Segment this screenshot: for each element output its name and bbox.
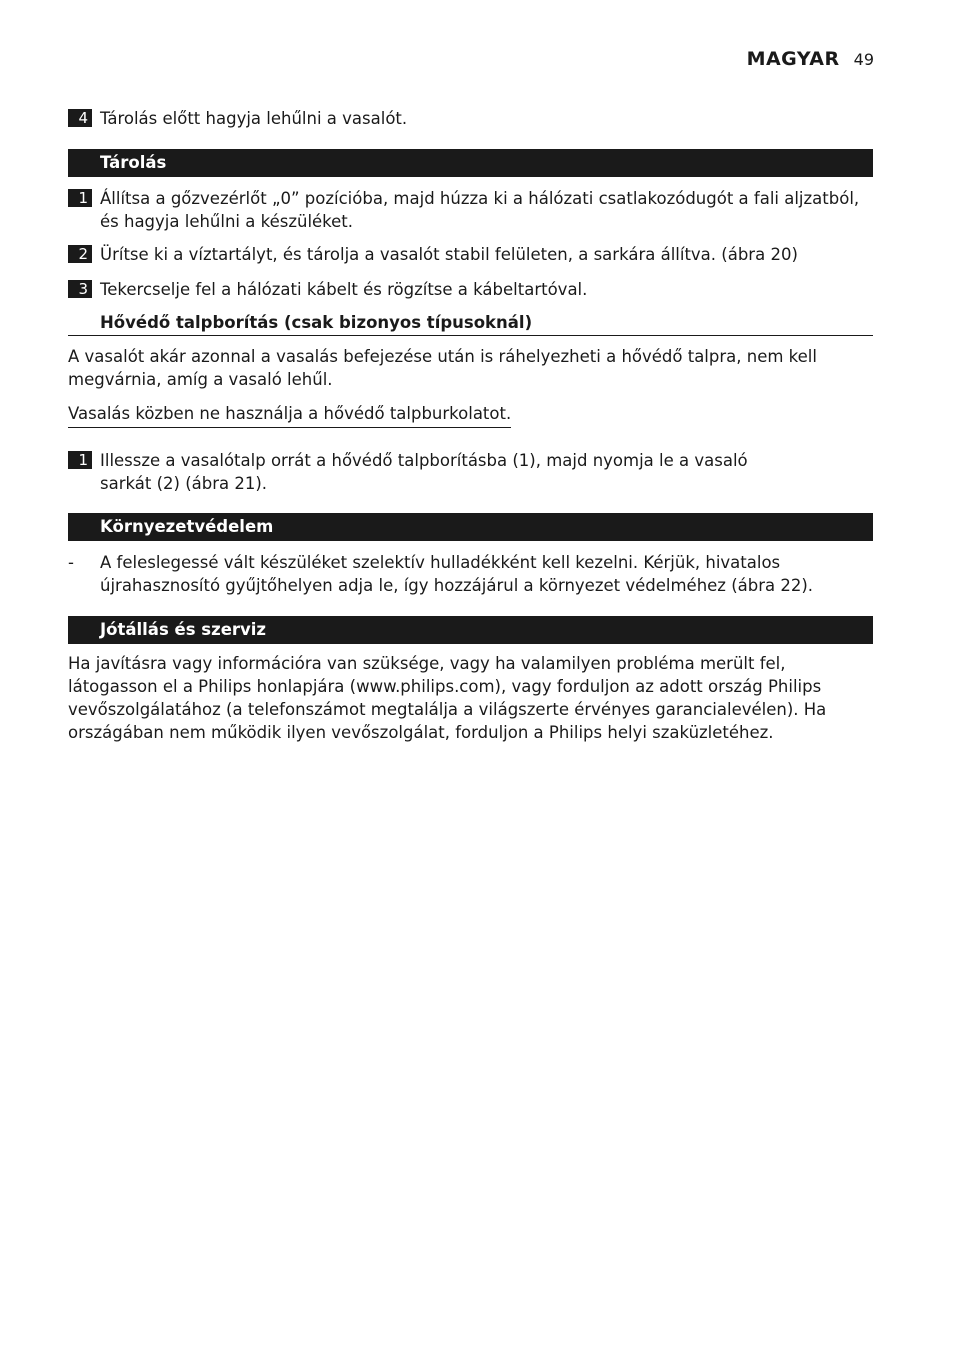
section-title-environment: Környezetvédelem (68, 513, 873, 541)
heat-cover-warning-wrap (68, 402, 873, 428)
section-title-warranty: Jótállás és szerviz (68, 616, 873, 644)
step-text: Illessze a vasalótalp orrát a hővédő talpborításba (1), majd nyomja le a vasaló sarkát (2) (ábra 21). (100, 451, 748, 493)
subsection-title-heat-cover: Hővédő talpborítás (csak bizonyos típusoknál) (68, 311, 873, 336)
page-number: 49 (853, 50, 874, 69)
step-4-before-storage (68, 107, 873, 130)
section-title-storage: Tárolás (68, 149, 873, 177)
storage-step-1 (68, 187, 873, 233)
heat-cover-warning: Vasalás közben ne használja a hővédő talpburkolatot. (68, 402, 511, 428)
warranty-text: Ha javításra vagy információra van szüksége, vagy ha valamilyen probléma merült fel, látogasson el a Philips honlapjára (www.philips.com), vagy forduljon az adott ország Philips vevőszolgálatához (a telefonszámot megtalálja a világszerte érvényes garancialevélen). Ha országában nem működik ilyen vevőszolgálat, forduljon a Philips helyi szaküzletéhez. (68, 654, 827, 742)
bullet-text: A feleslegessé vált készüléket szelektív hulladékként kell kezelni. Kérjük, hivatalos újrahasznosító gyűjtőhelyen adja le, így hozzájárul a környezet védelméhez (ábra 22). (100, 553, 814, 595)
step-text: Tekercselje fel a hálózati kábelt és rögzítse a kábeltartóval. (100, 280, 588, 299)
bullet-dash: - (68, 553, 74, 572)
step-text: Ürítse ki a víztartályt, és tárolja a vasalót stabil felületen, a sarkára állítva. (ábra 20) (100, 245, 798, 264)
page-header (747, 48, 874, 70)
step-text: Állítsa a gőzvezérlőt „0” pozícióba, majd húzza ki a hálózati csatlakozódugót a fali aljzatból, és hagyja lehűlni a készüléket. (100, 189, 860, 231)
step-number: 2 (68, 245, 92, 263)
step-number: 1 (68, 451, 92, 469)
storage-step-3 (68, 278, 873, 301)
step-number: 4 (68, 109, 92, 127)
storage-step-2 (68, 243, 873, 266)
step-number: 1 (68, 189, 92, 207)
environment-bullet (68, 551, 873, 597)
heat-cover-step-1 (68, 449, 798, 495)
language-label: MAGYAR (746, 48, 840, 70)
heat-cover-intro: A vasalót akár azonnal a vasalás befejezése után is ráhelyezheti a hővédő talpra, nem kell megvárnia, amíg a vasaló lehűl. (68, 347, 817, 389)
step-text: Tárolás előtt hagyja lehűlni a vasalót. (100, 109, 408, 128)
step-number: 3 (68, 280, 92, 298)
